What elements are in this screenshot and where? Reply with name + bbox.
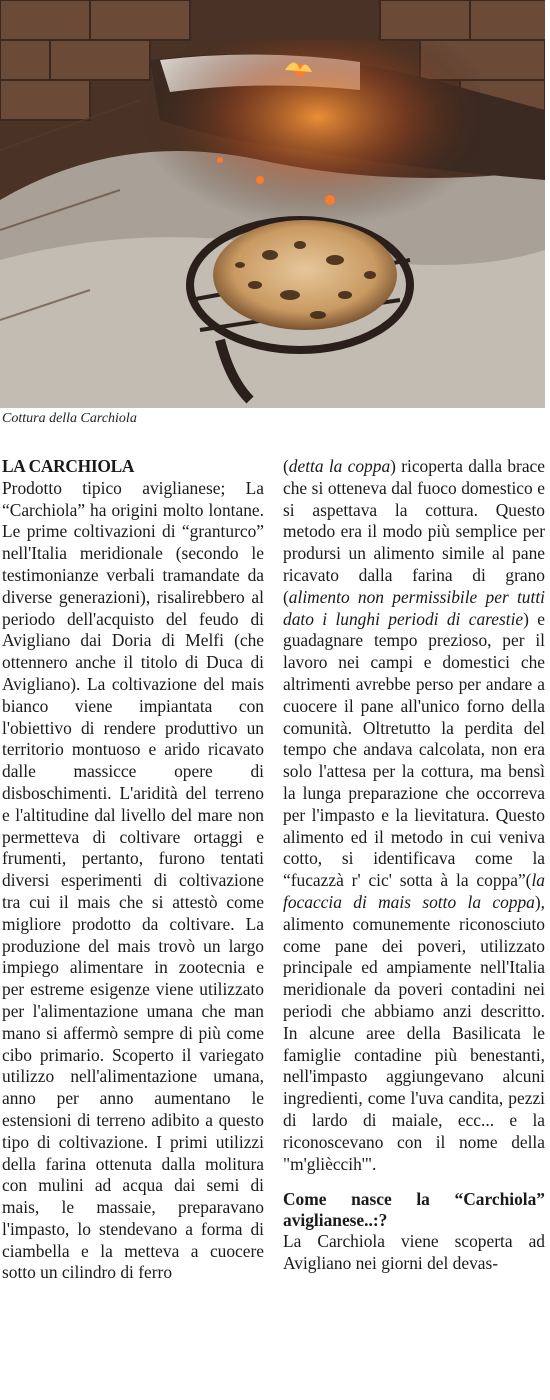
section-subheading: Come nasce la “Carchiola” aviglianese..:? bbox=[283, 1189, 545, 1231]
emphasis-coppa: detta la coppa bbox=[288, 456, 391, 476]
emphasis-carestie: alimento non permissibile per tutti dato i lunghi periodi di carestie bbox=[283, 586, 545, 629]
carchiola-photo bbox=[0, 0, 545, 408]
body-text-segment: ) e guadagnare tempo prezioso, per il lavoro nei campi e domestici che altrimenti avrebbe perso per andare a cuocere il pane all'unico forno della comunità. Oltretutto la perdita del tempo che andava calcolata, non era solo l'attesa per la cottura, ma bensì la lunga preparazione che occorreva per l'impasto e la lievitatura. Questo alimento ed il metodo in cui veniva cotto, si identificava come la “fucazzà r' cic' sotta à la coppa”( bbox=[283, 608, 546, 891]
fireplace-image bbox=[0, 0, 545, 408]
article-body-right-2: La Carchiola viene scoperta ad Avigliano nei giorni del devas- bbox=[283, 1231, 545, 1274]
article-body-left: Prodotto tipico aviglianese; La “Carchiola” ha origini molto lontane. Le prime coltivazioni di “granturco” nell'Italia meridionale (secondo le testimonianze verbali tramandate da diverse generazioni), risalirebbero al periodo dell'acquisto del feudo di Avigliano dai Doria di Melfi (che ottennero anche il titolo di Duca di Avigliano). La coltivazione del mais bianco viene impiantata con l'obiettivo di rendere produttivo un territorio montuoso e arido ricavato dalle massicce opere di disboschimenti. L'aridità del terreno e l'altitudine dal livello del mare non permetteva di coltivare ortaggi e frumenti, pertanto, furono tentati diversi esperimenti di coltivazione tra cui il mais che si attestò come migliore prodotto da coltivare. La produzione del mais trovò un largo impiego alimentare in zootecnia e per estreme esigenze viene utilizzato per l'alimentazione umana che man mano si affermò sempre di più come cibo primario. Scoperto il variegato utilizzo nell'alimentazione umana, anno per anno aumentano le estensioni di terreno adibito a questo tipo di coltivazione. I primi utilizzi della farina ottenuta dalla molitura con mulini ad acqua dai semi di mais, le massaie, preparavano l'impasto, lo stendevano a forma di ciambella e la metteva a cuocere sotto un cilindro di ferro bbox=[2, 477, 264, 1283]
article-column-left bbox=[2, 456, 264, 1284]
emphasis-focaccia: la focaccia di mais sotto la coppa bbox=[283, 870, 545, 912]
article-title: LA CARCHIOLA bbox=[2, 456, 135, 476]
article-body-right: (detta la coppa) ricoperta dalla brace che si otteneva dal fuoco domestico e si aspettava la cottura. Questo metodo era il modo più semplice per prodursi un alimento simile al pane ricavato dalla farina di grano (alimento non permissibile per tutti dato i lunghi periodi di carestie) e guadagnare tempo prezioso, per il lavoro nei campi e domestici che altrimenti avrebbe perso per andare a cuocere il pane all'unico forno della comunità. Oltretutto la perdita del tempo che andava calcolata, non era solo l'attesa per la cottura, ma bensì la lunga preparazione che occorreva per l'impasto e la lievitatura. Questo alimento ed il metodo in cui veniva cotto, si identificava come la “fucazzà r' cic' sotta à la coppa”(la focaccia di mais sotto la coppa), alimento comunemente riconosciuto come pane dei poveri, utilizzato principale ed ampiamente nell'Italia meridionale da poveri contadini nei periodi che abbiamo anzi descritto. In alcune aree della Basilicata le famiglie contadine più benestanti, nell'impasto aggiungevano alcuni ingredienti, come l'uva candita, pezzi di lardo di maiale, ecc... e la riconoscevano con il nome della "m'glièccih'". bbox=[283, 456, 546, 1174]
body-text-segment: ), alimento comunemente riconosciuto come pane dei poveri, utilizzato principale ed ampiamente nell'Italia meridionale da poveri contadini nei periodi che abbiamo anzi descritto. In alcune aree della Basilicata le famiglie contadine più benestanti, nell'impasto aggiungevano alcuni ingredienti, come l'uva candita, pezzi di lardo di maiale, ecc... e la riconoscevano con il nome della "m'glièccih'". bbox=[283, 891, 545, 1174]
body-text-segment: ) ricoperta dalla brace che si otteneva dal fuoco domestico e si aspettava la cottura. Questo metodo era il modo più semplice per prodursi un alimento simile al pane ricavato dalla farina di grano ( bbox=[283, 456, 545, 607]
article-column-right bbox=[283, 456, 545, 1275]
photo-caption: Cottura della Carchiola bbox=[2, 411, 137, 426]
